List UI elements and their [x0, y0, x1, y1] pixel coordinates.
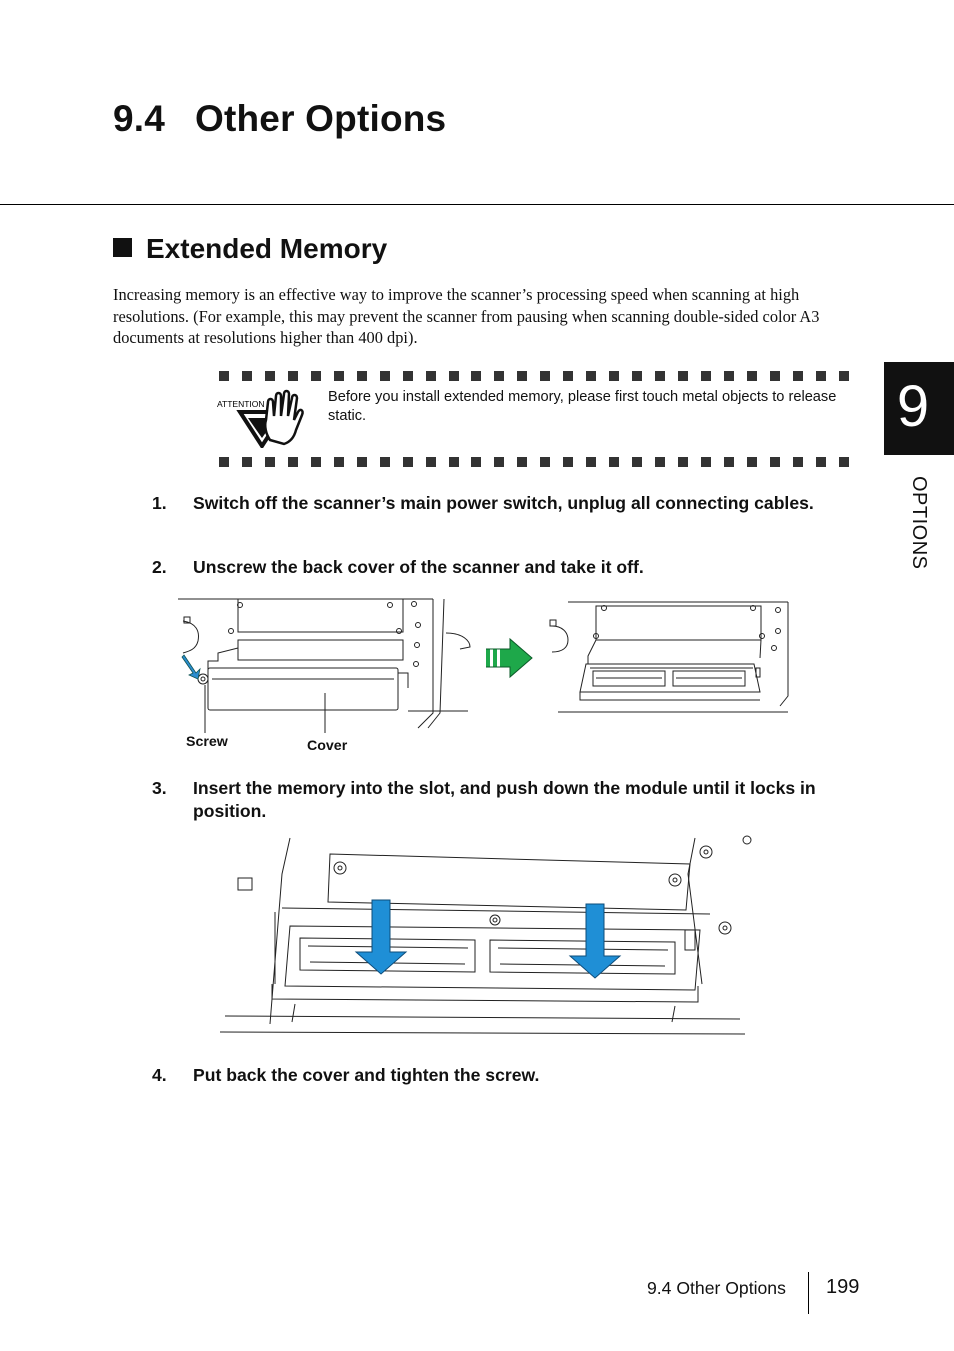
border-dot	[563, 457, 573, 467]
memory-insertion-illustration	[220, 834, 765, 1039]
square-bullet-icon	[113, 238, 132, 257]
border-dot	[770, 457, 780, 467]
border-dot	[219, 457, 229, 467]
step-number: 2.	[152, 557, 167, 577]
border-dot	[403, 371, 413, 381]
step-4	[152, 1064, 852, 1087]
border-dot	[632, 457, 642, 467]
border-dot	[701, 457, 711, 467]
border-dot	[517, 457, 527, 467]
border-dot	[288, 371, 298, 381]
section-heading-text: Extended Memory	[146, 233, 388, 264]
chapter-side-label: OPTIONS	[908, 476, 930, 570]
cover-callout: Cover	[307, 738, 348, 754]
border-dot	[678, 457, 688, 467]
scanner-cover-removed-illustration	[548, 596, 793, 720]
border-dot	[747, 371, 757, 381]
section-title: Other Options	[195, 98, 447, 139]
border-dot	[770, 371, 780, 381]
border-dot	[311, 457, 321, 467]
footer-divider	[808, 1272, 809, 1314]
border-dot	[311, 371, 321, 381]
step-number: 1.	[152, 493, 167, 513]
border-dot	[724, 457, 734, 467]
border-dot	[242, 457, 252, 467]
border-dot	[563, 371, 573, 381]
border-dot	[219, 371, 229, 381]
step-1	[152, 492, 852, 515]
border-dot	[701, 371, 711, 381]
footer-section: 9.4 Other Options	[647, 1278, 786, 1298]
border-dot	[242, 371, 252, 381]
intro-paragraph: Increasing memory is an effective way to improve the scanner’s processing speed when scanning at high resolutions. (For example, this may prevent the scanner from pausing when scanning double-sided color A3 documents at resolutions higher than 400 dpi).	[113, 285, 820, 348]
screw-callout: Screw	[186, 734, 228, 750]
border-dot	[471, 457, 481, 467]
page-title	[113, 98, 446, 140]
chapter-number: 9	[896, 374, 930, 439]
border-dot	[494, 457, 504, 467]
border-dot	[793, 457, 803, 467]
border-dot	[357, 457, 367, 467]
section-heading	[113, 233, 387, 265]
border-dot	[449, 371, 459, 381]
border-dot	[449, 457, 459, 467]
border-dot	[839, 371, 849, 381]
step-text: Unscrew the back cover of the scanner and take it off.	[193, 557, 644, 577]
border-dot	[540, 371, 550, 381]
border-dot	[426, 371, 436, 381]
border-dot	[540, 457, 550, 467]
screw-pointer-arrow	[182, 655, 200, 679]
border-dot	[357, 371, 367, 381]
attention-label: ATTENTION	[217, 399, 265, 409]
border-dot	[793, 371, 803, 381]
step-number: 3.	[152, 778, 167, 798]
attention-bottom-border	[219, 457, 849, 467]
border-dot	[288, 457, 298, 467]
step-number: 4.	[152, 1065, 167, 1085]
border-dot	[724, 371, 734, 381]
border-dot	[609, 371, 619, 381]
border-dot	[426, 457, 436, 467]
border-dot	[265, 371, 275, 381]
attention-text: Before you install extended memory, please first touch metal objects to release static.	[328, 389, 837, 424]
border-dot	[334, 371, 344, 381]
border-dot	[380, 457, 390, 467]
border-dot	[632, 371, 642, 381]
step-text: Put back the cover and tighten the screw.	[193, 1065, 540, 1085]
border-dot	[265, 457, 275, 467]
attention-top-border	[219, 371, 849, 381]
border-dot	[471, 371, 481, 381]
border-dot	[816, 371, 826, 381]
border-dot	[839, 457, 849, 467]
border-dot	[678, 371, 688, 381]
step-text: Insert the memory into the slot, and push down the module until it locks in position.	[193, 778, 816, 821]
step-2	[152, 556, 852, 579]
border-dot	[380, 371, 390, 381]
border-dot	[586, 457, 596, 467]
border-dot	[494, 371, 504, 381]
page-number: 199	[826, 1276, 860, 1298]
border-dot	[747, 457, 757, 467]
border-dot	[816, 457, 826, 467]
title-divider	[0, 204, 954, 205]
hand-warning-icon	[214, 388, 306, 448]
step-text: Switch off the scanner’s main power switch, unplug all connecting cables.	[193, 493, 814, 513]
section-number: 9.4	[113, 98, 166, 139]
border-dot	[655, 371, 665, 381]
chapter-tab	[884, 362, 954, 455]
step-3	[152, 777, 852, 823]
border-dot	[586, 371, 596, 381]
border-dot	[334, 457, 344, 467]
border-dot	[403, 457, 413, 467]
border-dot	[655, 457, 665, 467]
scanner-back-cover-illustration	[178, 593, 478, 733]
next-step-arrow-icon	[484, 637, 534, 679]
border-dot	[517, 371, 527, 381]
border-dot	[609, 457, 619, 467]
